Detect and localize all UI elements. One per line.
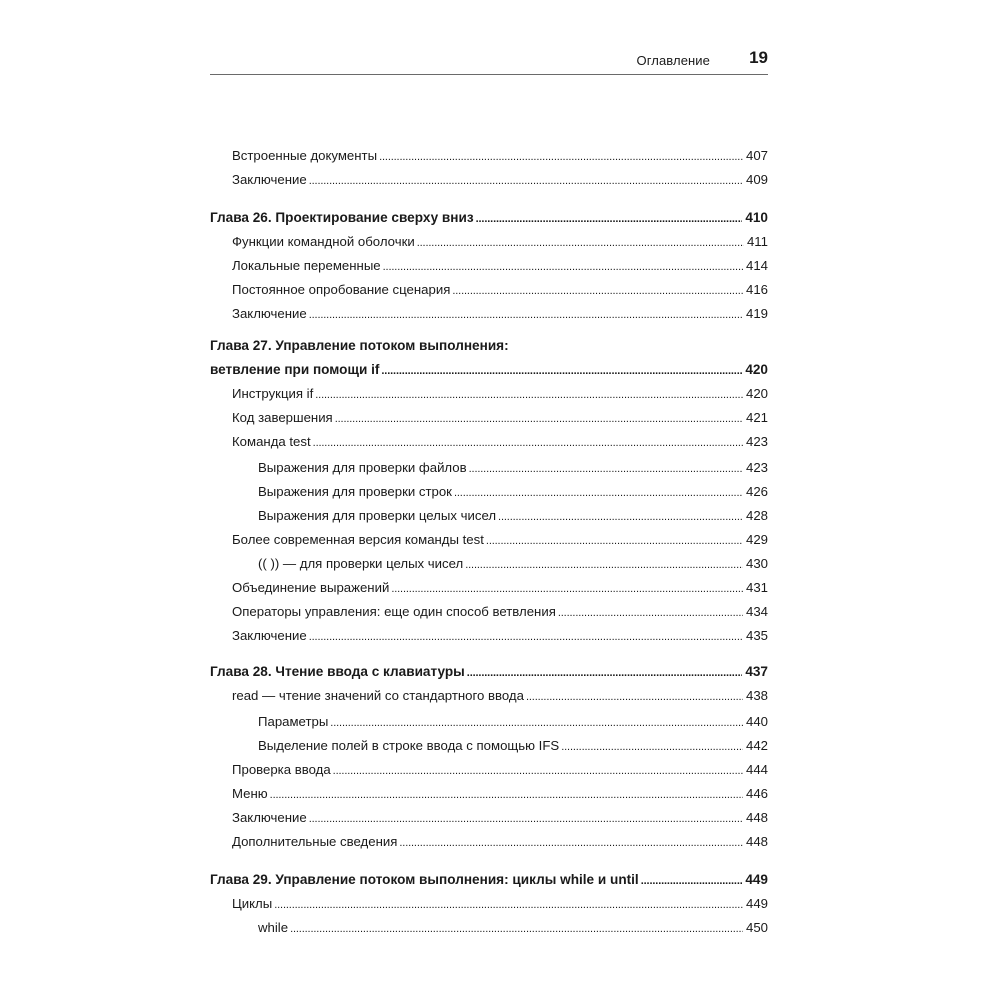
- toc-entry[interactable]: [210, 603, 768, 622]
- chapter-title-line: Глава 27. Управление потоком выполнения:: [210, 338, 509, 353]
- entry-label: Локальные переменные: [232, 258, 381, 273]
- entry-label: Заключение: [232, 306, 307, 321]
- dot-leader: [333, 761, 743, 780]
- toc-entry[interactable]: [210, 233, 768, 252]
- entry-label: ветвление при помощи if: [210, 362, 380, 377]
- toc-entry[interactable]: [210, 737, 768, 756]
- dot-leader: [309, 627, 743, 646]
- entry-page-number: 442: [745, 738, 768, 753]
- toc-entry[interactable]: [210, 507, 768, 526]
- entry-label: Заключение: [232, 810, 307, 825]
- entry-page-number: 448: [745, 834, 768, 849]
- entry-label: Дополнительные сведения: [232, 834, 398, 849]
- dot-leader: [290, 919, 743, 938]
- toc-entry[interactable]: [210, 579, 768, 598]
- entry-page-number: 448: [745, 810, 768, 825]
- toc-entry[interactable]: [210, 483, 768, 502]
- entry-page-number: 416: [745, 282, 768, 297]
- entry-label: Объединение выражений: [232, 580, 390, 595]
- entry-page-number: 431: [745, 580, 768, 595]
- entry-label: while: [258, 920, 289, 935]
- entry-page-number: 446: [745, 786, 768, 801]
- entry-label: Операторы управления: еще один способ ветвления: [232, 604, 556, 619]
- entry-label: Команда test: [232, 434, 311, 449]
- dot-leader: [309, 171, 743, 190]
- entry-page-number: 449: [745, 872, 768, 887]
- toc-entry[interactable]: [210, 687, 768, 706]
- dot-leader: [467, 663, 743, 682]
- entry-label: Более современная версия команды test: [232, 532, 484, 547]
- section-title: Оглавление: [636, 53, 710, 68]
- toc-chapter-entry[interactable]: [210, 209, 768, 228]
- toc-entry[interactable]: [210, 761, 768, 780]
- toc-entry[interactable]: [210, 531, 768, 550]
- dot-leader: [452, 281, 743, 300]
- entry-page-number: 409: [745, 172, 768, 187]
- toc-entry[interactable]: [210, 257, 768, 276]
- entry-page-number: 414: [745, 258, 768, 273]
- dot-leader: [383, 257, 743, 276]
- dot-leader: [526, 687, 743, 706]
- entry-page-number: 449: [745, 896, 768, 911]
- dot-leader: [381, 361, 742, 380]
- entry-label: Код завершения: [232, 410, 333, 425]
- dot-leader: [469, 459, 743, 478]
- entry-page-number: 426: [745, 484, 768, 499]
- entry-label: (( )) — для проверки целых чисел: [258, 556, 464, 571]
- entry-page-number: 423: [745, 434, 768, 449]
- toc-entry[interactable]: [210, 171, 768, 190]
- entry-page-number: 437: [745, 664, 768, 679]
- entry-label: Встроенные документы: [232, 148, 378, 163]
- dot-leader: [399, 833, 743, 852]
- entry-page-number: 434: [745, 604, 768, 619]
- running-header: [210, 40, 768, 75]
- entry-label: Выражения для проверки файлов: [258, 460, 467, 475]
- toc-entry[interactable]: [210, 785, 768, 804]
- entry-label: Меню: [232, 786, 268, 801]
- dot-leader: [486, 531, 743, 550]
- entry-label: Проверка ввода: [232, 762, 331, 777]
- entry-page-number: 428: [745, 508, 768, 523]
- entry-page-number: 420: [745, 386, 768, 401]
- dot-leader: [558, 603, 743, 622]
- entry-label: Параметры: [258, 714, 329, 729]
- entry-page-number: 429: [745, 532, 768, 547]
- toc-entry[interactable]: [210, 919, 768, 938]
- dot-leader: [476, 209, 743, 228]
- entry-page-number: 444: [745, 762, 768, 777]
- entry-page-number: 438: [745, 688, 768, 703]
- entry-page-number: 421: [745, 410, 768, 425]
- entry-label: Инструкция if: [232, 386, 314, 401]
- entry-page-number: 407: [745, 148, 768, 163]
- dot-leader: [315, 385, 743, 404]
- entry-label: Заключение: [232, 628, 307, 643]
- dot-leader: [313, 433, 743, 452]
- entry-label: Глава 29. Управление потоком выполнения: циклы while и until: [210, 872, 639, 887]
- toc-entry[interactable]: [210, 409, 768, 428]
- dot-leader: [330, 713, 743, 732]
- entry-label: read — чтение значений со стандартного ввода: [232, 688, 524, 703]
- toc-entry[interactable]: [210, 895, 768, 914]
- toc-chapter-entry[interactable]: [210, 361, 768, 380]
- entry-page-number: 430: [745, 556, 768, 571]
- dot-leader: [309, 305, 743, 324]
- entry-label: Глава 28. Чтение ввода с клавиатуры: [210, 664, 465, 679]
- dot-leader: [561, 737, 743, 756]
- book-page: [210, 40, 768, 935]
- page-number: 19: [749, 48, 768, 67]
- toc-chapter-entry[interactable]: [210, 663, 768, 682]
- toc-entry[interactable]: [210, 147, 768, 166]
- toc-entry[interactable]: [210, 555, 768, 574]
- dot-leader: [391, 579, 743, 598]
- dot-leader: [274, 895, 743, 914]
- toc-entry[interactable]: [210, 305, 768, 324]
- entry-page-number: 435: [745, 628, 768, 643]
- toc-entry[interactable]: [210, 281, 768, 300]
- entry-label: Циклы: [232, 896, 273, 911]
- dot-leader: [417, 233, 744, 252]
- dot-leader: [465, 555, 743, 574]
- entry-page-number: 423: [745, 460, 768, 475]
- toc-entry[interactable]: [210, 809, 768, 828]
- toc-chapter-entry[interactable]: [210, 871, 768, 890]
- entry-label: Выделение полей в строке ввода с помощью IFS: [258, 738, 560, 753]
- dot-leader: [498, 507, 743, 526]
- dot-leader: [309, 809, 743, 828]
- entry-label: Заключение: [232, 172, 307, 187]
- entry-label: Глава 26. Проектирование сверху вниз: [210, 210, 474, 225]
- toc-entry[interactable]: [210, 385, 768, 404]
- toc-entry[interactable]: [210, 627, 768, 646]
- entry-page-number: 420: [745, 362, 768, 377]
- entry-label: Выражения для проверки строк: [258, 484, 452, 499]
- dot-leader: [454, 483, 743, 502]
- entry-label: Функции командной оболочки: [232, 234, 415, 249]
- entry-page-number: 450: [745, 920, 768, 935]
- entry-page-number: 410: [745, 210, 768, 225]
- dot-leader: [641, 871, 743, 890]
- dot-leader: [379, 147, 743, 166]
- entry-label: Выражения для проверки целых чисел: [258, 508, 497, 523]
- toc-entry[interactable]: [210, 459, 768, 478]
- entry-page-number: 411: [746, 234, 768, 249]
- entry-page-number: 440: [745, 714, 768, 729]
- dot-leader: [270, 785, 743, 804]
- entry-page-number: 419: [745, 306, 768, 321]
- entry-label: Постоянное опробование сценария: [232, 282, 451, 297]
- toc-entry[interactable]: [210, 433, 768, 452]
- toc-entry[interactable]: [210, 713, 768, 732]
- toc-entry[interactable]: [210, 833, 768, 852]
- dot-leader: [335, 409, 743, 428]
